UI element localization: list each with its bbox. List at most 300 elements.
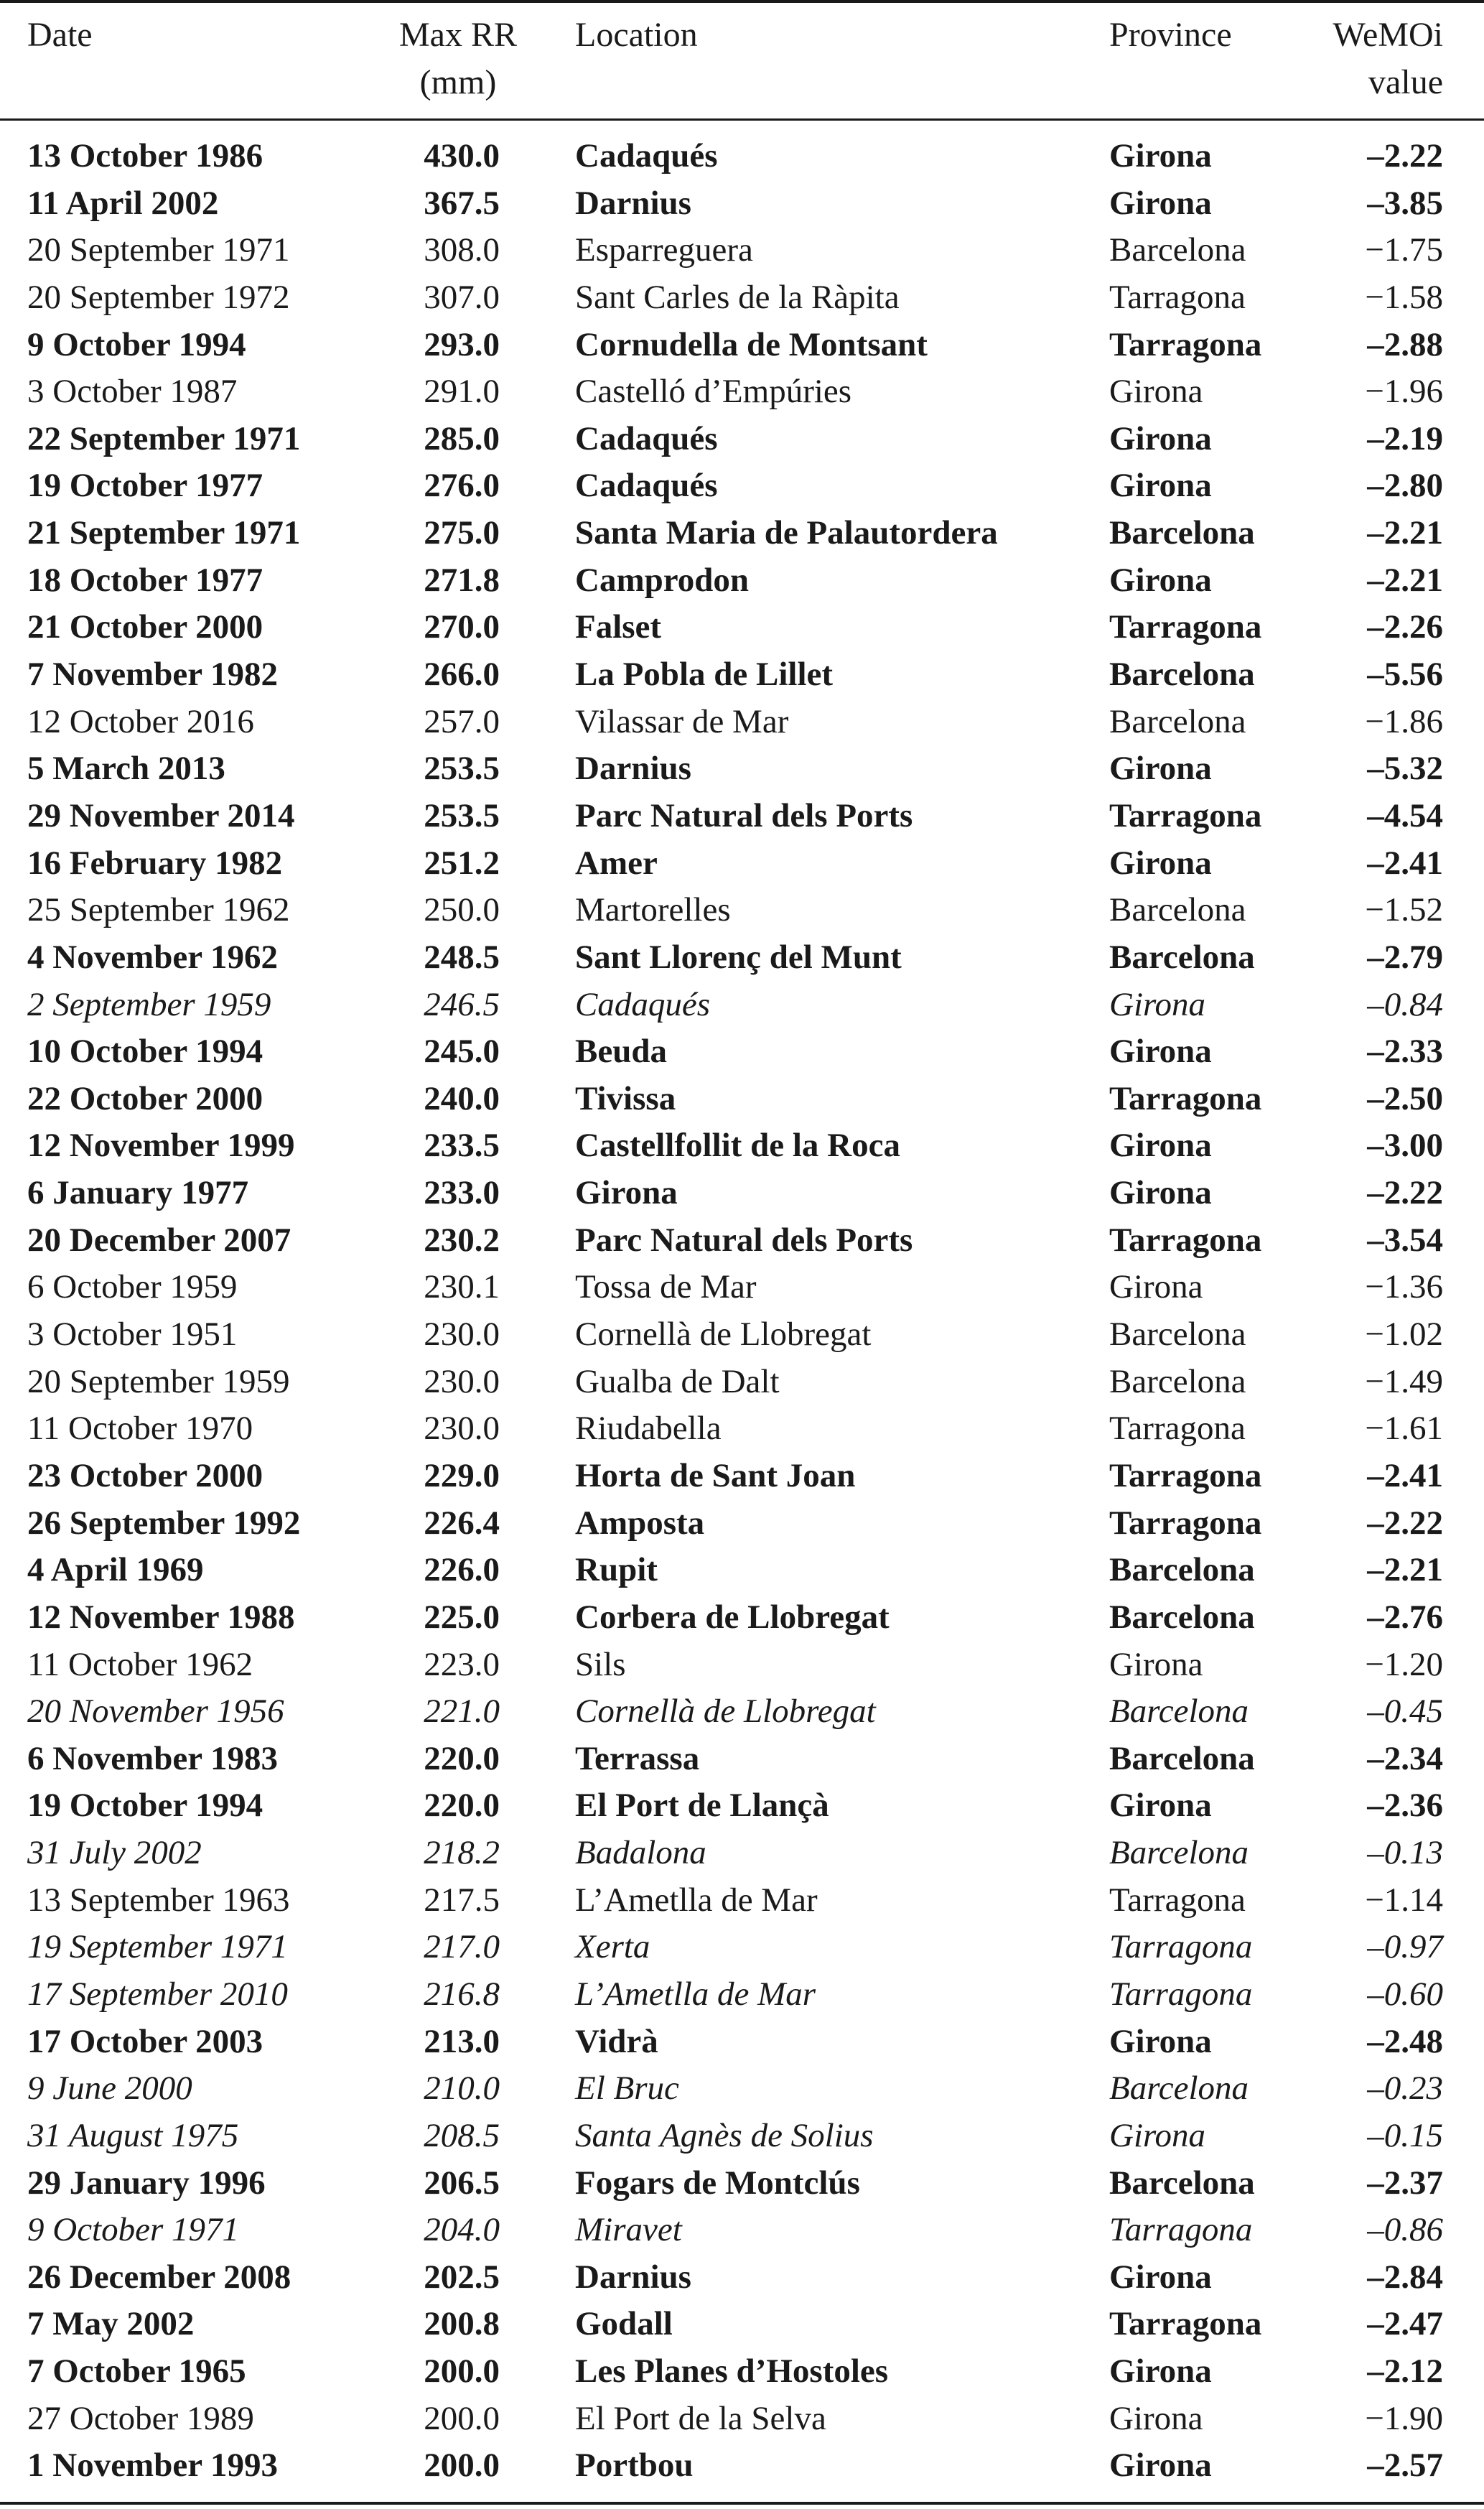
header-max-rr bbox=[390, 11, 526, 106]
wemoi-value-cell: −1.49 bbox=[1365, 1362, 1443, 1400]
table-row bbox=[0, 1170, 1484, 1217]
date-cell: 6 January 1977 bbox=[27, 1174, 249, 1212]
max-rr-cell: 253.5 bbox=[424, 750, 500, 788]
location-cell: La Pobla de Lillet bbox=[575, 656, 834, 694]
location-cell: Falset bbox=[575, 608, 662, 646]
wemoi-value-cell: −1.58 bbox=[1365, 278, 1443, 316]
table-row bbox=[0, 2396, 1484, 2443]
wemoi-value-cell: –2.79 bbox=[1367, 938, 1443, 976]
province-cell: Barcelona bbox=[1109, 1739, 1255, 1777]
max-rr-cell: 229.0 bbox=[424, 1456, 500, 1494]
header-date-label: Date bbox=[27, 16, 93, 54]
location-cell: Parc Natural dels Ports bbox=[575, 796, 913, 834]
max-rr-cell: 240.0 bbox=[424, 1079, 500, 1117]
max-rr-cell: 230.1 bbox=[424, 1268, 500, 1306]
max-rr-cell: 285.0 bbox=[424, 419, 500, 457]
location-cell: Badalona bbox=[575, 1834, 706, 1872]
date-cell: 26 December 2008 bbox=[27, 2258, 291, 2296]
table-row bbox=[0, 1359, 1484, 1406]
province-cell: Tarragona bbox=[1109, 1504, 1262, 1542]
max-rr-cell: 213.0 bbox=[424, 2022, 500, 2060]
province-cell: Girona bbox=[1109, 561, 1212, 599]
location-cell: Girona bbox=[575, 1174, 678, 1212]
table-row bbox=[0, 1688, 1484, 1736]
date-cell: 29 November 2014 bbox=[27, 796, 295, 834]
location-cell: Cornudella de Montsant bbox=[575, 325, 928, 363]
location-cell: Darnius bbox=[575, 184, 691, 222]
wemoi-value-cell: –2.37 bbox=[1367, 2164, 1443, 2202]
max-rr-cell: 220.0 bbox=[424, 1739, 500, 1777]
location-cell: Amposta bbox=[575, 1504, 705, 1542]
province-cell: Girona bbox=[1109, 1268, 1203, 1306]
date-cell: 26 September 1992 bbox=[27, 1504, 301, 1542]
wemoi-value-cell: −1.61 bbox=[1365, 1410, 1443, 1448]
max-rr-cell: 216.8 bbox=[424, 1975, 500, 2013]
table-row bbox=[0, 2301, 1484, 2348]
province-cell: Barcelona bbox=[1109, 891, 1246, 929]
wemoi-value-cell: –2.36 bbox=[1367, 1787, 1443, 1825]
wemoi-value-cell: –0.15 bbox=[1367, 2116, 1443, 2154]
max-rr-cell: 250.0 bbox=[424, 891, 500, 929]
location-cell: Parc Natural dels Ports bbox=[575, 1221, 913, 1259]
province-cell: Tarragona bbox=[1109, 278, 1246, 316]
date-cell: 19 October 1977 bbox=[27, 467, 263, 505]
location-cell: Vilassar de Mar bbox=[575, 702, 789, 740]
location-cell: Miravet bbox=[575, 2211, 682, 2249]
bottom-rule bbox=[0, 2502, 1484, 2505]
location-cell: Darnius bbox=[575, 2258, 691, 2296]
table-row bbox=[0, 1076, 1484, 1123]
province-cell: Girona bbox=[1109, 184, 1212, 222]
max-rr-cell: 275.0 bbox=[424, 514, 500, 552]
wemoi-value-cell: –2.48 bbox=[1367, 2022, 1443, 2060]
max-rr-cell: 257.0 bbox=[424, 702, 500, 740]
province-cell: Girona bbox=[1109, 467, 1212, 505]
province-cell: Barcelona bbox=[1109, 938, 1255, 976]
location-cell: L’Ametlla de Mar bbox=[575, 1975, 816, 2013]
header-location bbox=[575, 11, 698, 59]
location-cell: El Bruc bbox=[575, 2070, 679, 2108]
province-cell: Girona bbox=[1109, 2116, 1206, 2154]
province-cell: Tarragona bbox=[1109, 608, 1262, 646]
date-cell: 7 November 1982 bbox=[27, 656, 278, 694]
wemoi-value-cell: –2.26 bbox=[1367, 608, 1443, 646]
wemoi-value-cell: –0.84 bbox=[1367, 985, 1443, 1023]
province-cell: Barcelona bbox=[1109, 1693, 1249, 1731]
location-cell: Martorelles bbox=[575, 891, 731, 929]
location-cell: Cadaqués bbox=[575, 137, 718, 174]
date-cell: 12 November 1999 bbox=[27, 1127, 295, 1165]
table-row bbox=[0, 2207, 1484, 2254]
max-rr-cell: 230.0 bbox=[424, 1362, 500, 1400]
wemoi-value-cell: –2.21 bbox=[1367, 514, 1443, 552]
date-cell: 18 October 1977 bbox=[27, 561, 263, 599]
wemoi-value-cell: –2.88 bbox=[1367, 325, 1443, 363]
province-cell: Girona bbox=[1109, 2447, 1212, 2485]
date-cell: 9 June 2000 bbox=[27, 2070, 192, 2108]
location-cell: Gualba de Dalt bbox=[575, 1362, 780, 1400]
location-cell: El Port de Llançà bbox=[575, 1787, 829, 1825]
wemoi-value-cell: −1.90 bbox=[1365, 2399, 1443, 2437]
table-row bbox=[0, 1782, 1484, 1830]
table-row bbox=[0, 2160, 1484, 2207]
header-max-rr-line2: (mm) bbox=[419, 63, 497, 101]
date-cell: 9 October 1994 bbox=[27, 325, 246, 363]
max-rr-cell: 276.0 bbox=[424, 467, 500, 505]
table-row bbox=[0, 1924, 1484, 1971]
table-row bbox=[0, 934, 1484, 982]
date-cell: 12 October 2016 bbox=[27, 702, 254, 740]
wemoi-value-cell: –2.12 bbox=[1367, 2352, 1443, 2391]
table-row bbox=[0, 1830, 1484, 1877]
table-row bbox=[0, 133, 1484, 180]
table-row bbox=[0, 1405, 1484, 1453]
location-cell: Tossa de Mar bbox=[575, 1268, 757, 1306]
province-cell: Girona bbox=[1109, 2258, 1212, 2296]
province-cell: Girona bbox=[1109, 419, 1212, 457]
date-cell: 11 October 1962 bbox=[27, 1645, 253, 1683]
max-rr-cell: 220.0 bbox=[424, 1787, 500, 1825]
max-rr-cell: 266.0 bbox=[424, 656, 500, 694]
location-cell: Camprodon bbox=[575, 561, 750, 599]
wemoi-value-cell: –4.54 bbox=[1367, 796, 1443, 834]
table-row bbox=[0, 1642, 1484, 1689]
province-cell: Tarragona bbox=[1109, 1456, 1262, 1494]
date-cell: 22 September 1971 bbox=[27, 419, 301, 457]
date-cell: 4 April 1969 bbox=[27, 1551, 204, 1589]
table-row bbox=[0, 2065, 1484, 2113]
date-cell: 2 September 1959 bbox=[27, 985, 271, 1023]
location-cell: Horta de Sant Joan bbox=[575, 1456, 856, 1494]
table-row bbox=[0, 1453, 1484, 1500]
date-cell: 31 August 1975 bbox=[27, 2116, 239, 2154]
location-cell: Rupit bbox=[575, 1551, 658, 1589]
wemoi-value-cell: –2.47 bbox=[1367, 2305, 1443, 2343]
max-rr-cell: 226.0 bbox=[424, 1551, 500, 1589]
header-date bbox=[27, 11, 93, 59]
date-cell: 1 November 1993 bbox=[27, 2447, 278, 2485]
date-cell: 5 March 2013 bbox=[27, 750, 225, 788]
date-cell: 13 October 1986 bbox=[27, 137, 263, 174]
date-cell: 6 November 1983 bbox=[27, 1739, 278, 1777]
province-cell: Barcelona bbox=[1109, 2070, 1249, 2108]
table-row bbox=[0, 416, 1484, 463]
wemoi-value-cell: –2.41 bbox=[1367, 1456, 1443, 1494]
header-location-label: Location bbox=[575, 16, 698, 54]
max-rr-cell: 248.5 bbox=[424, 938, 500, 976]
table-row bbox=[0, 274, 1484, 322]
wemoi-value-cell: –0.86 bbox=[1367, 2211, 1443, 2249]
date-cell: 21 September 1971 bbox=[27, 514, 301, 552]
table-row bbox=[0, 982, 1484, 1029]
max-rr-cell: 251.2 bbox=[424, 844, 500, 882]
date-cell: 3 October 1951 bbox=[27, 1316, 238, 1354]
wemoi-value-cell: −1.20 bbox=[1365, 1645, 1443, 1683]
table-row bbox=[0, 180, 1484, 228]
location-cell: Les Planes d’Hostoles bbox=[575, 2352, 889, 2391]
max-rr-cell: 217.5 bbox=[424, 1881, 500, 1919]
location-cell: Beuda bbox=[575, 1033, 667, 1071]
wemoi-value-cell: –3.00 bbox=[1367, 1127, 1443, 1165]
province-cell: Barcelona bbox=[1109, 702, 1246, 740]
wemoi-value-cell: −1.36 bbox=[1365, 1268, 1443, 1306]
date-cell: 16 February 1982 bbox=[27, 844, 283, 882]
wemoi-value-cell: –2.19 bbox=[1367, 419, 1443, 457]
max-rr-cell: 233.0 bbox=[424, 1174, 500, 1212]
date-cell: 17 September 2010 bbox=[27, 1975, 288, 2013]
table-row bbox=[0, 1264, 1484, 1311]
date-cell: 11 October 1970 bbox=[27, 1410, 253, 1448]
max-rr-cell: 218.2 bbox=[424, 1834, 500, 1872]
wemoi-value-cell: −1.14 bbox=[1365, 1881, 1443, 1919]
wemoi-value-cell: –2.50 bbox=[1367, 1079, 1443, 1117]
max-rr-cell: 271.8 bbox=[424, 561, 500, 599]
province-cell: Barcelona bbox=[1109, 1551, 1255, 1589]
max-rr-cell: 223.0 bbox=[424, 1645, 500, 1683]
max-rr-cell: 293.0 bbox=[424, 325, 500, 363]
province-cell: Girona bbox=[1109, 1174, 1212, 1212]
table-row bbox=[0, 557, 1484, 605]
max-rr-cell: 230.0 bbox=[424, 1410, 500, 1448]
date-cell: 12 November 1988 bbox=[27, 1598, 295, 1636]
table-row bbox=[0, 1028, 1484, 1076]
table-row bbox=[0, 1877, 1484, 1924]
table-body bbox=[0, 133, 1484, 2490]
date-cell: 7 May 2002 bbox=[27, 2305, 195, 2343]
date-cell: 9 October 1971 bbox=[27, 2211, 240, 2249]
province-cell: Tarragona bbox=[1109, 1079, 1262, 1117]
date-cell: 17 October 2003 bbox=[27, 2022, 263, 2060]
table-row bbox=[0, 1500, 1484, 1547]
wemoi-value-cell: −1.52 bbox=[1365, 891, 1443, 929]
table-row bbox=[0, 887, 1484, 934]
table-row bbox=[0, 1971, 1484, 2019]
max-rr-cell: 230.0 bbox=[424, 1316, 500, 1354]
table-row bbox=[0, 462, 1484, 510]
province-cell: Girona bbox=[1109, 1787, 1212, 1825]
province-cell: Barcelona bbox=[1109, 231, 1246, 269]
wemoi-value-cell: –2.22 bbox=[1367, 1174, 1443, 1212]
table-row bbox=[0, 2442, 1484, 2490]
date-cell: 29 January 1996 bbox=[27, 2164, 266, 2202]
table-row bbox=[0, 1311, 1484, 1359]
province-cell: Tarragona bbox=[1109, 1221, 1262, 1259]
location-cell: Tivissa bbox=[575, 1079, 676, 1117]
max-rr-cell: 253.5 bbox=[424, 796, 500, 834]
province-cell: Girona bbox=[1109, 373, 1203, 411]
date-cell: 25 September 1962 bbox=[27, 891, 290, 929]
wemoi-value-cell: –2.76 bbox=[1367, 1598, 1443, 1636]
date-cell: 10 October 1994 bbox=[27, 1033, 263, 1071]
max-rr-cell: 210.0 bbox=[424, 2070, 500, 2108]
wemoi-value-cell: –2.34 bbox=[1367, 1739, 1443, 1777]
max-rr-cell: 367.5 bbox=[424, 184, 500, 222]
wemoi-value-cell: –2.22 bbox=[1367, 1504, 1443, 1542]
province-cell: Tarragona bbox=[1109, 1928, 1253, 1966]
wemoi-value-cell: –0.60 bbox=[1367, 1975, 1443, 2013]
max-rr-cell: 200.0 bbox=[424, 2352, 500, 2391]
max-rr-cell: 200.0 bbox=[424, 2399, 500, 2437]
location-cell: Darnius bbox=[575, 750, 691, 788]
province-cell: Barcelona bbox=[1109, 1316, 1246, 1354]
date-cell: 20 December 2007 bbox=[27, 1221, 291, 1259]
wemoi-value-cell: −1.96 bbox=[1365, 373, 1443, 411]
wemoi-value-cell: –5.56 bbox=[1367, 656, 1443, 694]
wemoi-value-cell: –0.97 bbox=[1367, 1928, 1443, 1966]
province-cell: Tarragona bbox=[1109, 325, 1262, 363]
province-cell: Girona bbox=[1109, 137, 1212, 174]
wemoi-value-cell: –2.21 bbox=[1367, 1551, 1443, 1589]
date-cell: 19 October 1994 bbox=[27, 1787, 263, 1825]
date-cell: 22 October 2000 bbox=[27, 1079, 263, 1117]
table-row bbox=[0, 745, 1484, 793]
max-rr-cell: 221.0 bbox=[424, 1693, 500, 1731]
table-row bbox=[0, 793, 1484, 840]
table-row bbox=[0, 2019, 1484, 2066]
location-cell: Godall bbox=[575, 2305, 673, 2343]
date-cell: 6 October 1959 bbox=[27, 1268, 238, 1306]
location-cell: Cornellà de Llobregat bbox=[575, 1316, 872, 1354]
top-rule bbox=[0, 0, 1484, 3]
date-cell: 23 October 2000 bbox=[27, 1456, 263, 1494]
header-province-label: Province bbox=[1109, 16, 1232, 54]
max-rr-cell: 233.5 bbox=[424, 1127, 500, 1165]
wemoi-value-cell: –2.41 bbox=[1367, 844, 1443, 882]
location-cell: Castelló d’Empúries bbox=[575, 373, 852, 411]
max-rr-cell: 225.0 bbox=[424, 1598, 500, 1636]
wemoi-value-cell: –2.21 bbox=[1367, 561, 1443, 599]
province-cell: Girona bbox=[1109, 1645, 1203, 1683]
date-cell: 4 November 1962 bbox=[27, 938, 278, 976]
table-row bbox=[0, 1547, 1484, 1594]
wemoi-value-cell: –2.22 bbox=[1367, 137, 1443, 174]
wemoi-value-cell: –3.85 bbox=[1367, 184, 1443, 222]
date-cell: 3 October 1987 bbox=[27, 373, 238, 411]
location-cell: Amer bbox=[575, 844, 658, 882]
location-cell: Sils bbox=[575, 1645, 626, 1683]
date-cell: 20 September 1972 bbox=[27, 278, 290, 316]
location-cell: El Port de la Selva bbox=[575, 2399, 826, 2437]
header-province bbox=[1109, 11, 1232, 59]
province-cell: Barcelona bbox=[1109, 1834, 1249, 1872]
location-cell: Esparreguera bbox=[575, 231, 753, 269]
max-rr-cell: 291.0 bbox=[424, 373, 500, 411]
max-rr-cell: 226.4 bbox=[424, 1504, 500, 1542]
max-rr-cell: 208.5 bbox=[424, 2116, 500, 2154]
province-cell: Girona bbox=[1109, 2399, 1203, 2437]
table-row bbox=[0, 1217, 1484, 1265]
wemoi-value-cell: –0.45 bbox=[1367, 1693, 1443, 1731]
wemoi-value-cell: –0.13 bbox=[1367, 1834, 1443, 1872]
location-cell: Santa Agnès de Solius bbox=[575, 2116, 874, 2154]
province-cell: Tarragona bbox=[1109, 1881, 1246, 1919]
header-wemoi-line2: value bbox=[1368, 63, 1443, 101]
location-cell: Santa Maria de Palautordera bbox=[575, 514, 998, 552]
max-rr-cell: 217.0 bbox=[424, 1928, 500, 1966]
header-rule bbox=[0, 118, 1484, 121]
date-cell: 19 September 1971 bbox=[27, 1928, 288, 1966]
wemoi-value-cell: −1.75 bbox=[1365, 231, 1443, 269]
max-rr-cell: 430.0 bbox=[424, 137, 500, 174]
province-cell: Girona bbox=[1109, 2022, 1212, 2060]
wemoi-value-cell: –0.23 bbox=[1367, 2070, 1443, 2108]
date-cell: 13 September 1963 bbox=[27, 1881, 290, 1919]
location-cell: Sant Carles de la Ràpita bbox=[575, 278, 900, 316]
wemoi-value-cell: –2.57 bbox=[1367, 2447, 1443, 2485]
province-cell: Tarragona bbox=[1109, 1975, 1253, 2013]
max-rr-cell: 204.0 bbox=[424, 2211, 500, 2249]
table-row bbox=[0, 699, 1484, 746]
table-row bbox=[0, 651, 1484, 699]
location-cell: Fogars de Montclús bbox=[575, 2164, 860, 2202]
province-cell: Girona bbox=[1109, 750, 1212, 788]
province-cell: Barcelona bbox=[1109, 1598, 1255, 1636]
location-cell: Riudabella bbox=[575, 1410, 722, 1448]
date-cell: 27 October 1989 bbox=[27, 2399, 254, 2437]
province-cell: Girona bbox=[1109, 844, 1212, 882]
province-cell: Barcelona bbox=[1109, 656, 1255, 694]
location-cell: Cornellà de Llobregat bbox=[575, 1693, 876, 1731]
location-cell: Cadaqués bbox=[575, 985, 710, 1023]
max-rr-cell: 206.5 bbox=[424, 2164, 500, 2202]
province-cell: Girona bbox=[1109, 1127, 1212, 1165]
wemoi-value-cell: –2.84 bbox=[1367, 2258, 1443, 2296]
date-cell: 20 September 1971 bbox=[27, 231, 290, 269]
date-cell: 20 September 1959 bbox=[27, 1362, 290, 1400]
wemoi-value-cell: –3.54 bbox=[1367, 1221, 1443, 1259]
location-cell: Sant Llorenç del Munt bbox=[575, 938, 902, 976]
wemoi-value-cell: −1.02 bbox=[1365, 1316, 1443, 1354]
province-cell: Barcelona bbox=[1109, 2164, 1255, 2202]
table-row bbox=[0, 2113, 1484, 2160]
date-cell: 21 October 2000 bbox=[27, 608, 263, 646]
province-cell: Tarragona bbox=[1109, 2305, 1262, 2343]
table-row bbox=[0, 2348, 1484, 2396]
date-cell: 11 April 2002 bbox=[27, 184, 219, 222]
max-rr-cell: 200.8 bbox=[424, 2305, 500, 2343]
table-row bbox=[0, 322, 1484, 369]
location-cell: Portbou bbox=[575, 2447, 694, 2485]
wemoi-value-cell: –2.80 bbox=[1367, 467, 1443, 505]
province-cell: Tarragona bbox=[1109, 2211, 1253, 2249]
location-cell: Terrassa bbox=[575, 1739, 700, 1777]
max-rr-cell: 202.5 bbox=[424, 2258, 500, 2296]
max-rr-cell: 246.5 bbox=[424, 985, 500, 1023]
location-cell: L’Ametlla de Mar bbox=[575, 1881, 818, 1919]
table-row bbox=[0, 1122, 1484, 1170]
table-row bbox=[0, 368, 1484, 416]
date-cell: 7 October 1965 bbox=[27, 2352, 246, 2391]
date-cell: 20 November 1956 bbox=[27, 1693, 284, 1731]
table-row bbox=[0, 2254, 1484, 2301]
wemoi-value-cell: –5.32 bbox=[1367, 750, 1443, 788]
location-cell: Xerta bbox=[575, 1928, 650, 1966]
max-rr-cell: 307.0 bbox=[424, 278, 500, 316]
location-cell: Vidrà bbox=[575, 2022, 658, 2060]
province-cell: Tarragona bbox=[1109, 1410, 1246, 1448]
province-cell: Barcelona bbox=[1109, 1362, 1246, 1400]
table-row bbox=[0, 1736, 1484, 1783]
max-rr-cell: 245.0 bbox=[424, 1033, 500, 1071]
table-row bbox=[0, 840, 1484, 888]
location-cell: Cadaqués bbox=[575, 467, 718, 505]
table-row bbox=[0, 604, 1484, 651]
table-row bbox=[0, 1594, 1484, 1642]
table-row bbox=[0, 227, 1484, 274]
province-cell: Tarragona bbox=[1109, 796, 1262, 834]
max-rr-cell: 230.2 bbox=[424, 1221, 500, 1259]
date-cell: 31 July 2002 bbox=[27, 1834, 202, 1872]
